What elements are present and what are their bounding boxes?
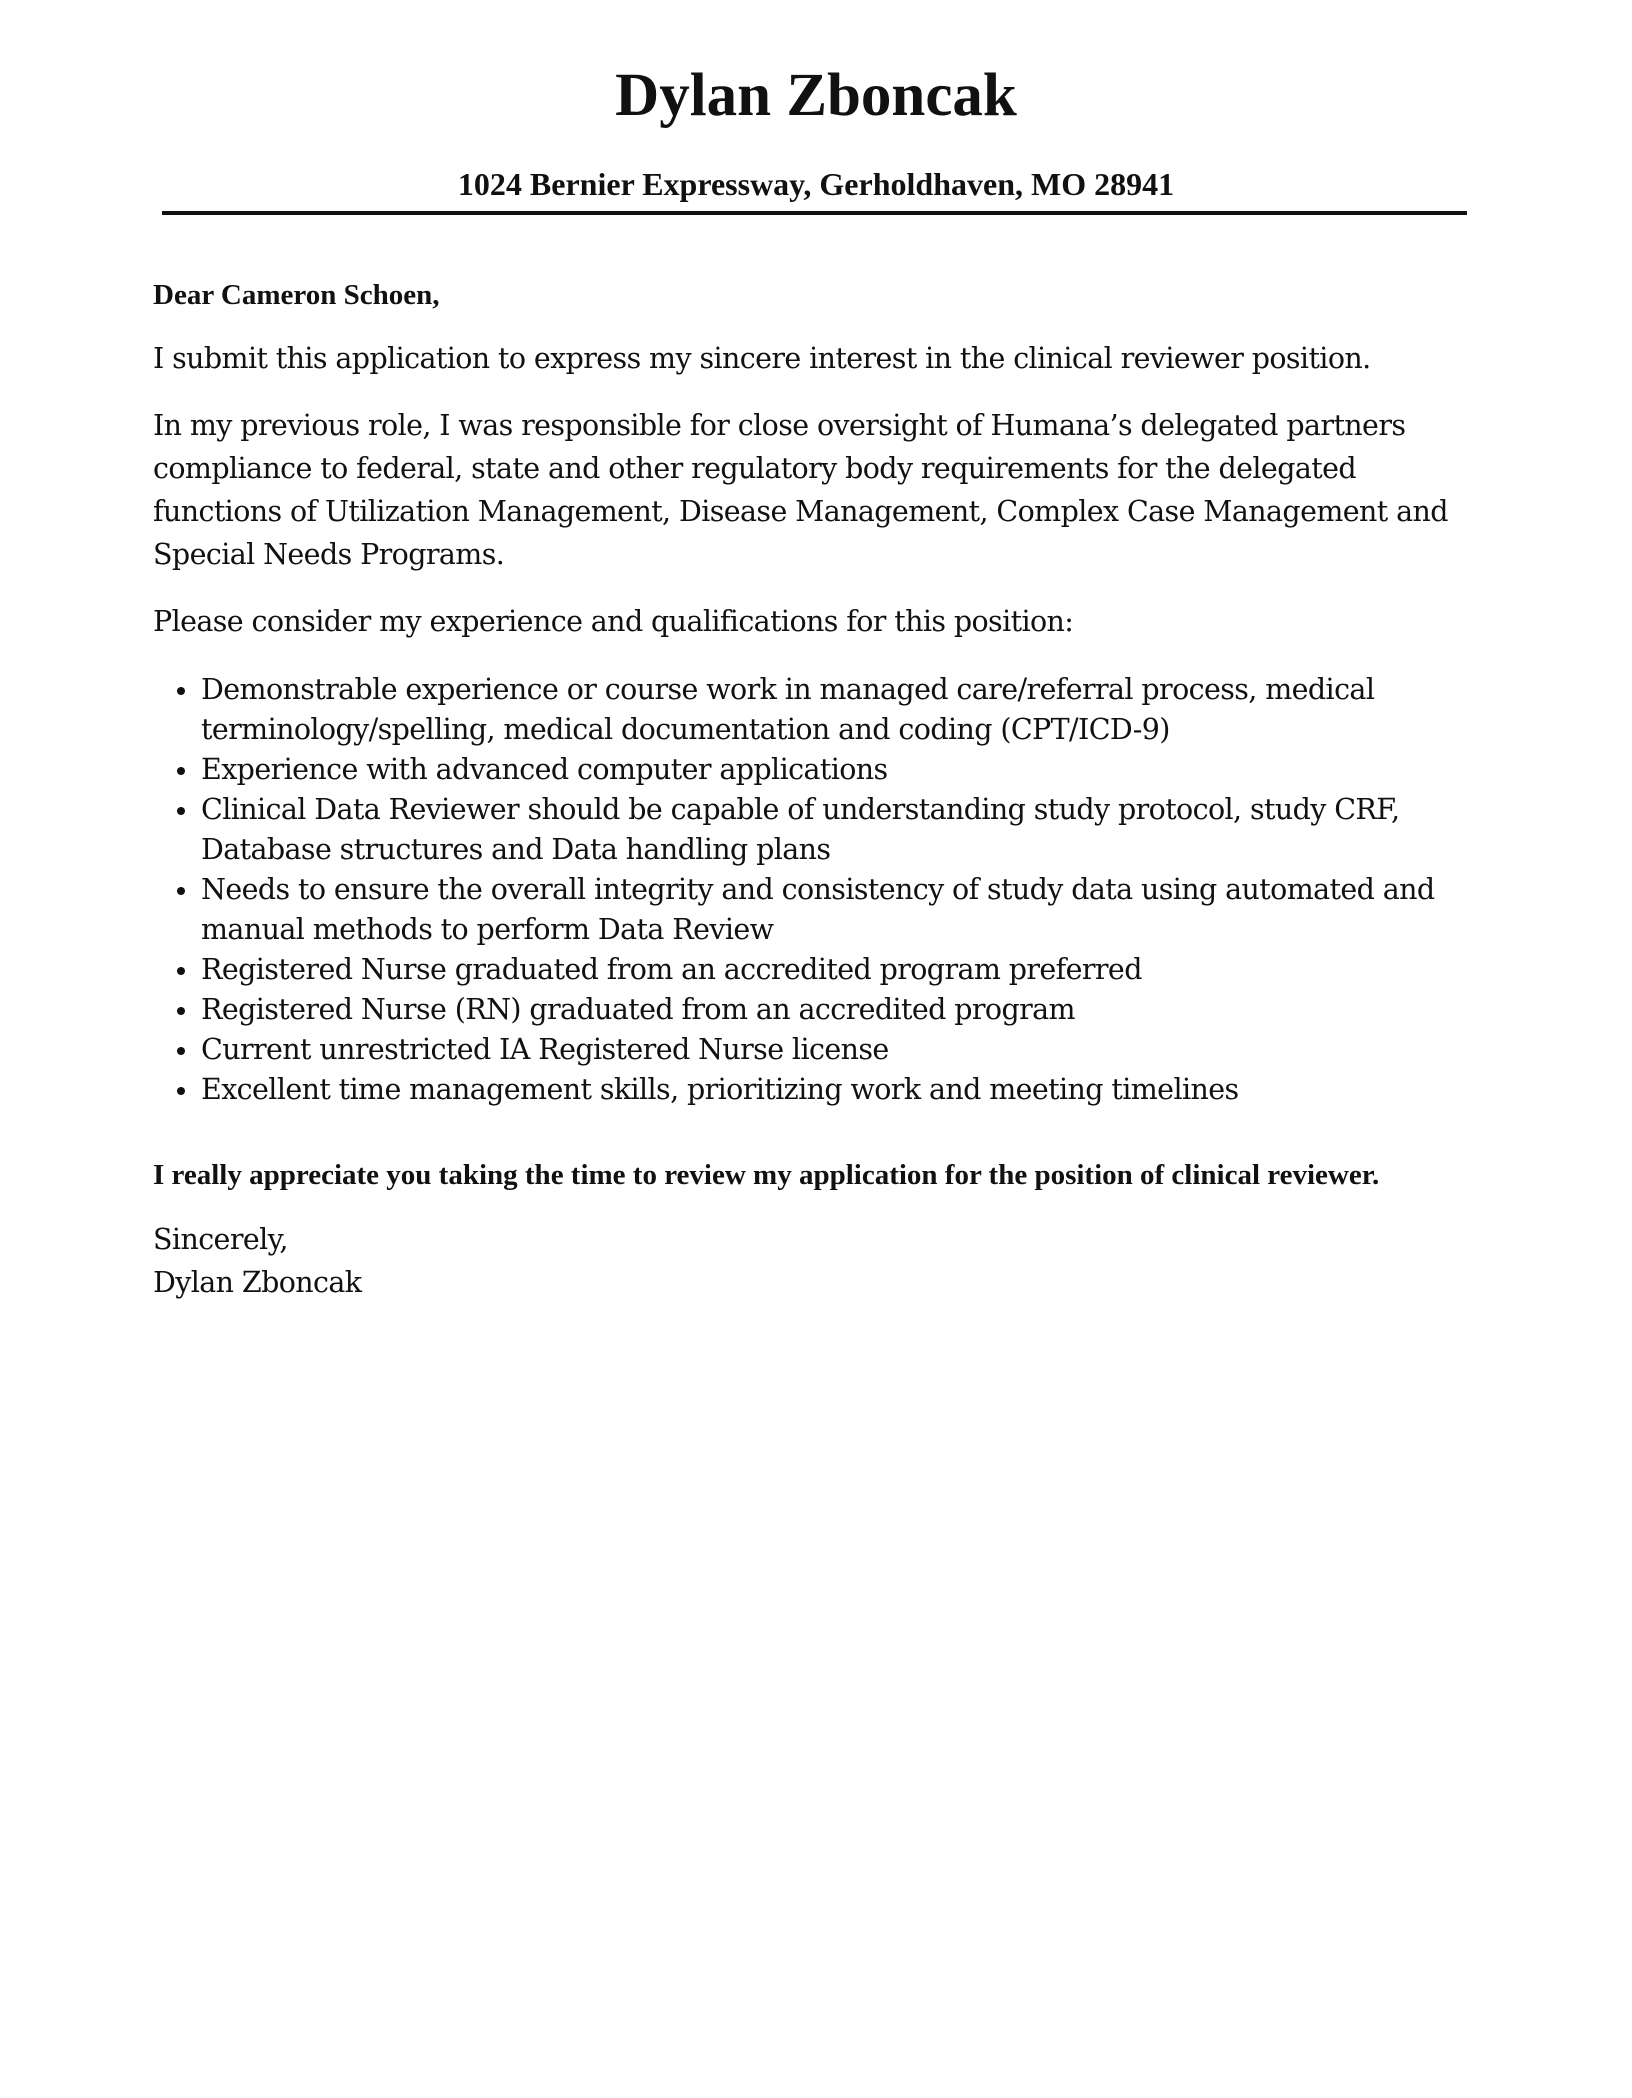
applicant-name: Dylan Zboncak [615,62,1017,129]
salutation: Dear Cameron Schoen, [153,279,440,311]
signature-name: Dylan Zboncak [153,1266,362,1299]
applicant-address: 1024 Bernier Expressway, Gerholdhaven, MO 28941 [457,166,1175,202]
list-item: Clinical Data Reviewer should be capable of understanding study protocol, study CRF, Database structures and Data handling plans [153,790,1483,870]
list-item: Excellent time management skills, prioritizing work and meeting timelines [153,1070,1483,1110]
list-item: Registered Nurse (RN) graduated from an accredited program [153,990,1483,1030]
list-item: Demonstrable experience or course work in managed care/referral process, medical terminology/spelling, medical documentation and coding (CPT/ICD-9) [153,670,1483,750]
list-item: Needs to ensure the overall integrity and consistency of study data using automated and manual methods to perform Data Review [153,870,1483,950]
list-item: Current unrestricted IA Registered Nurse license [153,1030,1483,1070]
intro-paragraph: I submit this application to express my sincere interest in the clinical reviewer position. [153,342,1371,375]
sign-off: Sincerely, [153,1223,288,1256]
header-divider [162,211,1467,215]
qualifications-list [153,670,1483,1110]
list-item: Experience with advanced computer applications [153,750,1483,790]
closing-statement: I really appreciate you taking the time to review my application for the position of clinical reviewer. [153,1159,1380,1191]
qualifications-lead-in: Please consider my experience and qualifications for this position: [153,605,1074,638]
list-item: Registered Nurse graduated from an accredited program preferred [153,950,1483,990]
experience-paragraph: In my previous role, I was responsible for close oversight of Humana’s delegated partners compliance to federal, state and other regulatory body requirements for the delegated functions of Utilization Management, Disease Management, Complex Case Management and Special Needs Programs. [153,409,1448,571]
